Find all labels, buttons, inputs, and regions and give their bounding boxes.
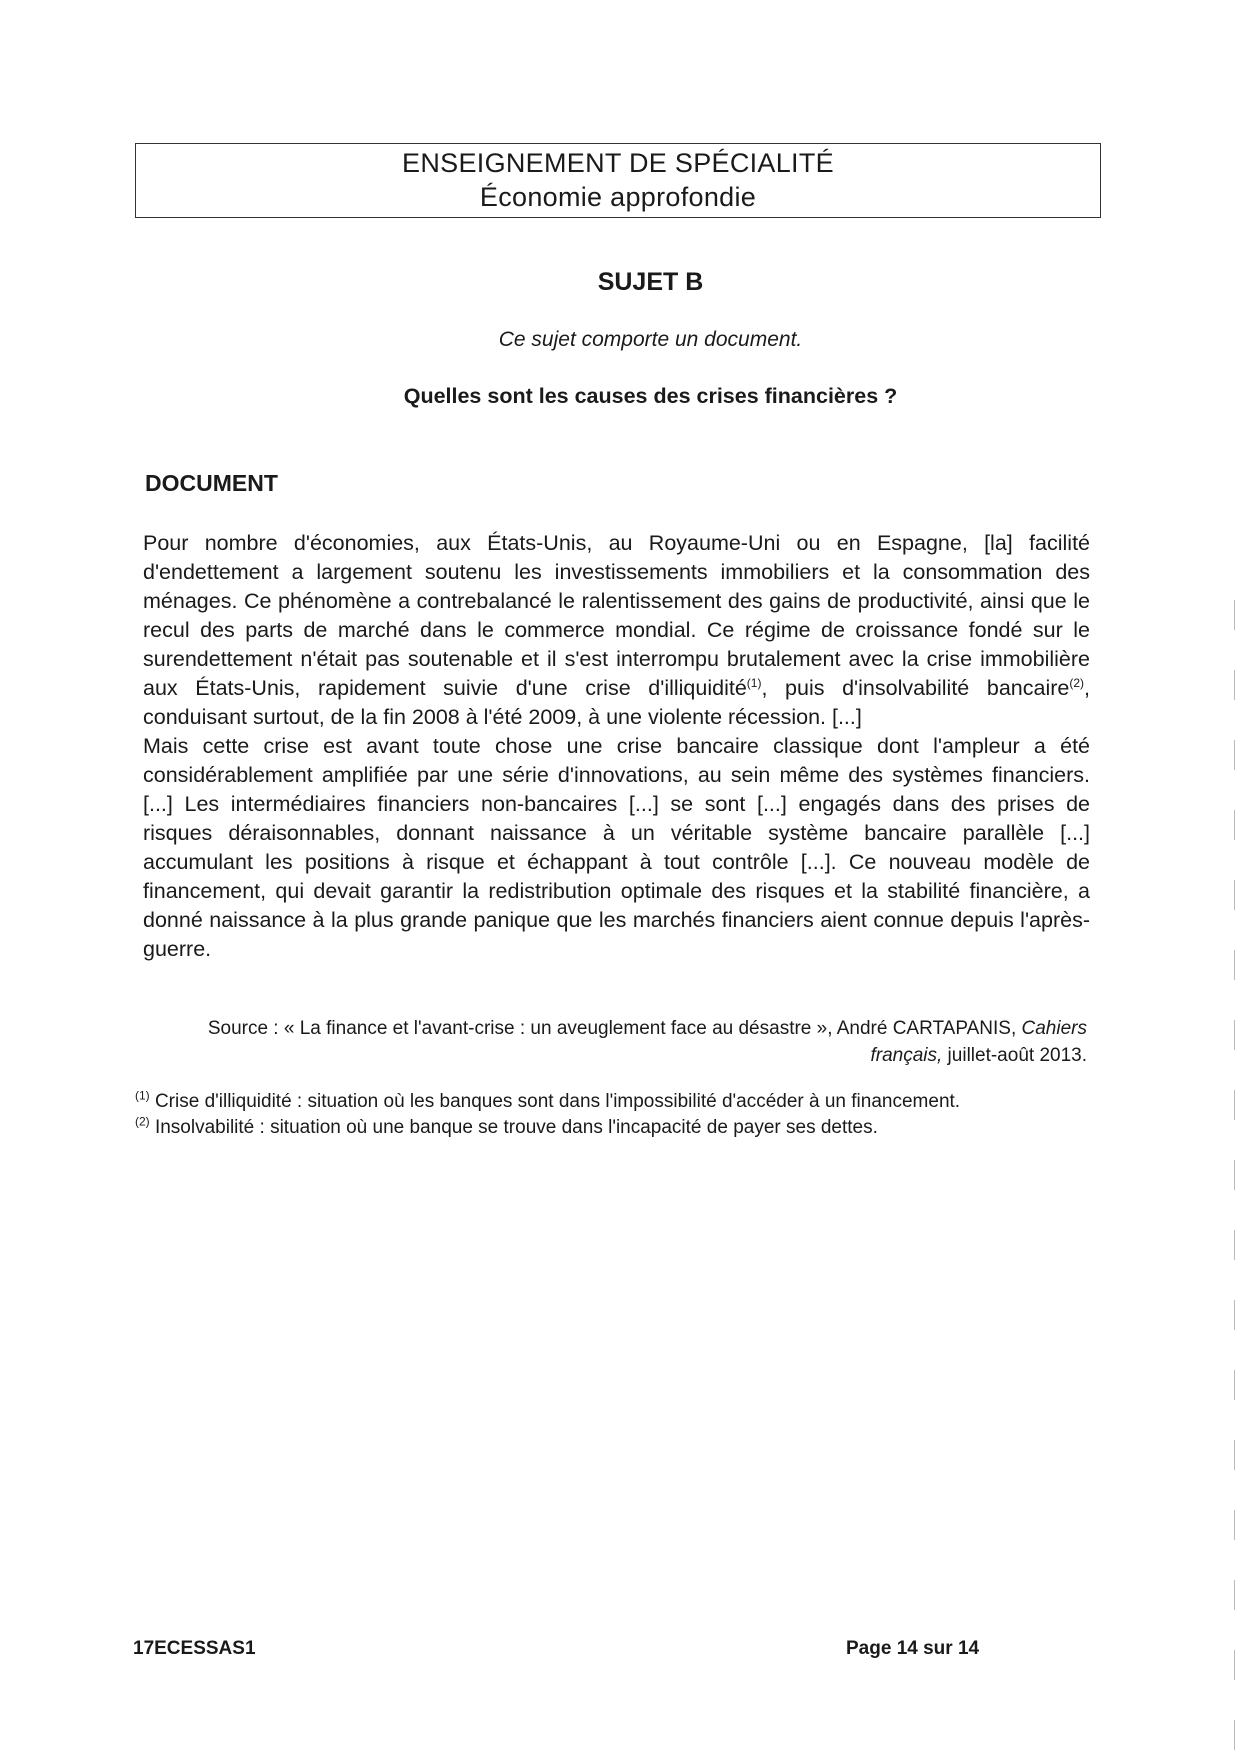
source-publication: Cahiers français, bbox=[870, 1018, 1087, 1066]
header-subtitle: Économie approfondie bbox=[479, 182, 757, 212]
footnote-ref-1: (1) bbox=[746, 675, 762, 690]
footnote-2-text: Insolvabilité : situation où une banque se trouve dans l'incapacité de payer ses dettes. bbox=[149, 1117, 878, 1138]
document-body bbox=[143, 529, 1090, 964]
subject-note: Ce sujet comporte un document. bbox=[498, 328, 803, 351]
footer-exam-code: 17ECESSAS1 bbox=[133, 1638, 256, 1659]
subject-title: SUJET B bbox=[597, 268, 704, 296]
footnotes bbox=[135, 1090, 1087, 1142]
source-suffix: juillet-août 2013. bbox=[942, 1045, 1087, 1066]
footnote-1-mark: (1) bbox=[135, 1088, 150, 1103]
source-citation bbox=[143, 1015, 1087, 1069]
source-prefix: Source : « La finance et l'avant-crise : un aveuglement face au désastre », André CARTAPANIS, bbox=[207, 1018, 1022, 1039]
header-box bbox=[135, 143, 1101, 218]
paragraph-1-part-c: , conduisant surtout, de la fin 2008 à l'été 2009, à une violente récession. [...] bbox=[143, 676, 1090, 729]
footnote-ref-2: (2) bbox=[1069, 675, 1085, 690]
subject-question: Quelles sont les causes des crises financières ? bbox=[403, 384, 898, 408]
paragraph-1-part-a: Pour nombre d'économies, aux États-Unis, au Royaume-Uni ou en Espagne, [la] facilité d'endettement a largement soutenu les investissements immobiliers et la consommation des ménages. Ce phénomène a contrebalancé le ralentissement des gains de productivité, ainsi que le recul des parts de marché dans le commerce mondial. Ce régime de croissance fondé sur le surendettement n'était pas soutenable et il s'est interrompu brutalement avec la crise immobilière aux États-Unis, rapidement suivie d'une crise d'illiquidité bbox=[143, 531, 1090, 700]
document-paragraph-2: Mais cette crise est avant toute chose une crise bancaire classique dont l'ampleur a été considérablement amplifiée par une série d'innovations, au sein même des systèmes financiers. [...] Les intermédiaires financiers non-bancaires [...] se sont [...] engagés dans des prises de risques déraisonnables, donnant naissance à un véritable système bancaire parallèle [...] accumulant les positions à risque et échappant à tout contrôle [...]. Ce nouveau modèle de financement, qui devait garantir la redistribution optimale des risques et la stabilité financière, a donné naissance à la plus grande panique que les marchés financiers aient connue depuis l'après-guerre. bbox=[143, 734, 1090, 961]
document-paragraph-1 bbox=[143, 529, 1090, 732]
document-heading: DOCUMENT bbox=[145, 470, 278, 496]
header-title: ENSEIGNEMENT DE SPÉCIALITÉ bbox=[402, 148, 834, 178]
footnote-2-mark: (2) bbox=[135, 1114, 150, 1129]
footnote-1-text: Crise d'illiquidité : situation où les banques sont dans l'impossibilité d'accéder à un financement. bbox=[149, 1091, 961, 1112]
scan-edge-mark bbox=[1234, 600, 1235, 1750]
footer-page-number: Page 14 sur 14 bbox=[846, 1638, 980, 1659]
footnote-1 bbox=[135, 1090, 1087, 1114]
footnote-2 bbox=[135, 1116, 1087, 1140]
paragraph-1-part-b: , puis d'insolvabilité bancaire bbox=[761, 676, 1070, 700]
